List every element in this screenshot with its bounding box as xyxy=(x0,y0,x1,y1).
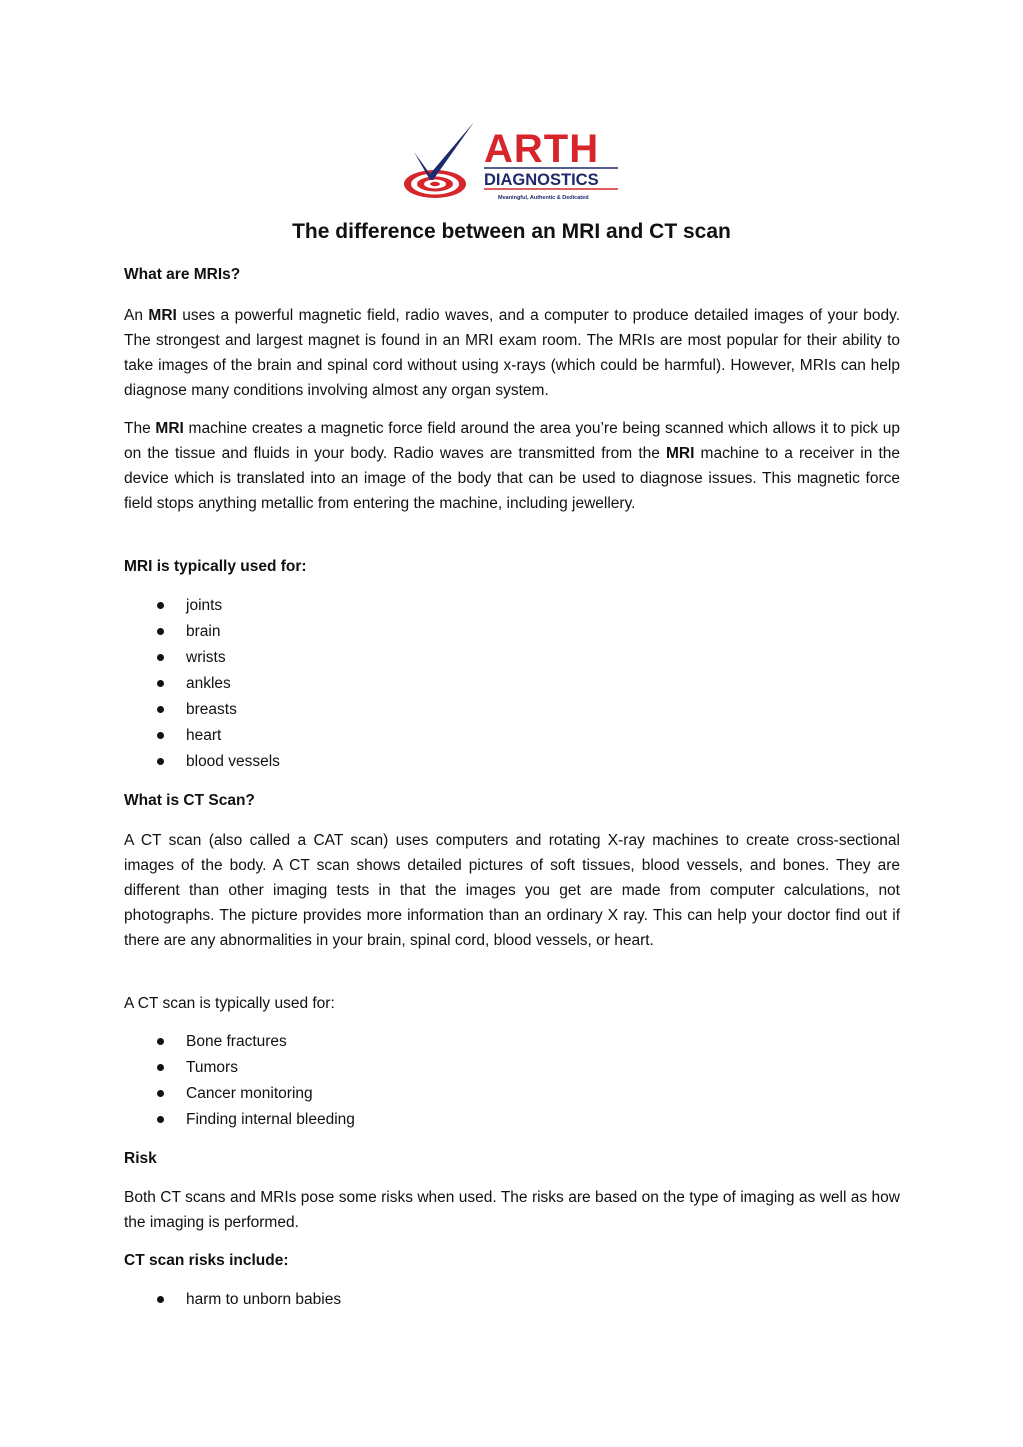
ct-risks-list-block xyxy=(124,1287,900,1313)
bullet-icon xyxy=(157,680,164,687)
list-item xyxy=(124,697,900,723)
mri-uses-heading: MRI is typically used for: xyxy=(124,558,307,575)
risk-heading-block xyxy=(124,1148,900,1170)
bullet-icon xyxy=(157,654,164,661)
ct-section-heading: What is CT Scan? xyxy=(124,792,255,809)
mri-paragraph-1 xyxy=(124,303,900,403)
list-item-text: joints xyxy=(186,597,223,614)
mri-section-heading-block xyxy=(124,264,900,286)
ct-paragraph-1 xyxy=(124,828,900,953)
mri-uses-list xyxy=(124,593,900,775)
ct-uses-list-block xyxy=(124,1029,900,1133)
list-item xyxy=(124,1287,900,1313)
text: machine to a receiver in the device which is translated into an image of the body that can be used to diagnose issues. This magnetic force field stops anything metallic from entering the machine, including jewellery. xyxy=(124,445,900,512)
bullet-icon xyxy=(157,732,164,739)
list-item xyxy=(124,593,900,619)
text: uses a powerful magnetic field, radio waves, and a computer to produce detailed images of your body. The strongest and largest magnet is found in an MRI exam room. The MRIs are most popular for their ability to take images of the brain and spinal cord without using x-rays (which could be harmful). However, MRIs can help diagnose many conditions involving almost any organ system. xyxy=(124,307,901,399)
list-item-text: Tumors xyxy=(186,1059,238,1076)
ct-paragraph-text: A CT scan (also called a CAT scan) uses computers and rotating X-ray machines to create cross-sectional images of the body. A CT scan shows detailed pictures of soft tissues, blood vessels, and bones. They are different than other imaging tests in that the images you get are made from computer calculations, not photographs. The picture provides more information than an ordinary X ray. This can help your doctor find out if there are any abnormalities in your brain, spinal cord, blood vessels, or heart. xyxy=(124,832,900,949)
bullet-icon xyxy=(157,602,164,609)
ct-risks-list xyxy=(124,1287,900,1313)
ct-risks-heading: CT scan risks include: xyxy=(124,1252,289,1269)
bullet-icon xyxy=(157,758,164,765)
bullet-icon xyxy=(157,1296,164,1303)
list-item-text: harm to unborn babies xyxy=(186,1291,342,1308)
bold-mri: MRI xyxy=(155,420,184,437)
ct-uses-list xyxy=(124,1029,900,1133)
list-item-text: ankles xyxy=(186,675,231,692)
bullet-icon xyxy=(157,1116,164,1123)
list-item-text: blood vessels xyxy=(186,753,280,770)
list-item-text: heart xyxy=(186,727,222,744)
list-item-text: wrists xyxy=(186,649,226,666)
list-item-text: Cancer monitoring xyxy=(186,1085,313,1102)
list-item xyxy=(124,619,900,645)
ct-section-heading-block xyxy=(124,790,900,812)
text: machine creates a magnetic force field around the area you’re being scanned which allows it to pick up on the tissue and fluids in your body. Radio waves are transmitted from the xyxy=(124,420,900,462)
mri-paragraph-2 xyxy=(124,416,900,516)
mri-uses-heading-block xyxy=(124,556,900,578)
mri-section-heading: What are MRIs? xyxy=(124,266,241,283)
list-item xyxy=(124,671,900,697)
bullet-icon xyxy=(157,1064,164,1071)
risk-paragraph-text: Both CT scans and MRIs pose some risks when used. The risks are based on the type of imaging as well as how the imaging is performed. xyxy=(124,1189,900,1231)
ct-uses-heading: A CT scan is typically used for: xyxy=(124,995,335,1012)
document-title: The difference between an MRI and CT scan xyxy=(292,220,731,243)
logo-graphic xyxy=(400,118,622,210)
ct-uses-heading-block xyxy=(124,991,900,1016)
list-item xyxy=(124,749,900,775)
text: The xyxy=(124,420,156,437)
list-item xyxy=(124,1029,900,1055)
ct-risks-heading-block xyxy=(124,1250,900,1272)
list-item-text: breasts xyxy=(186,701,237,718)
bullet-icon xyxy=(157,706,164,713)
list-item xyxy=(124,645,900,671)
bullet-icon xyxy=(157,1090,164,1097)
bullet-icon xyxy=(157,628,164,635)
list-item-text: brain xyxy=(186,623,221,640)
text: An xyxy=(124,307,149,324)
list-item xyxy=(124,1107,900,1133)
mri-uses-list-block xyxy=(124,593,900,775)
logo-brand-top: ARTH xyxy=(484,127,600,171)
list-item-text: Finding internal bleeding xyxy=(186,1111,355,1128)
risk-paragraph-1 xyxy=(124,1185,900,1235)
bold-mri: MRI xyxy=(148,307,177,324)
list-item xyxy=(124,723,900,749)
risk-heading: Risk xyxy=(124,1150,157,1167)
bullet-icon xyxy=(157,1038,164,1045)
list-item xyxy=(124,1055,900,1081)
list-item xyxy=(124,1081,900,1107)
logo-tagline: Meaningful, Authentic & Dedicated xyxy=(498,195,589,201)
list-item-text: Bone fractures xyxy=(186,1033,287,1050)
logo-brand-bottom: DIAGNOSTICS xyxy=(484,171,599,189)
arth-diagnostics-logo xyxy=(400,118,622,210)
bold-mri: MRI xyxy=(666,445,695,462)
